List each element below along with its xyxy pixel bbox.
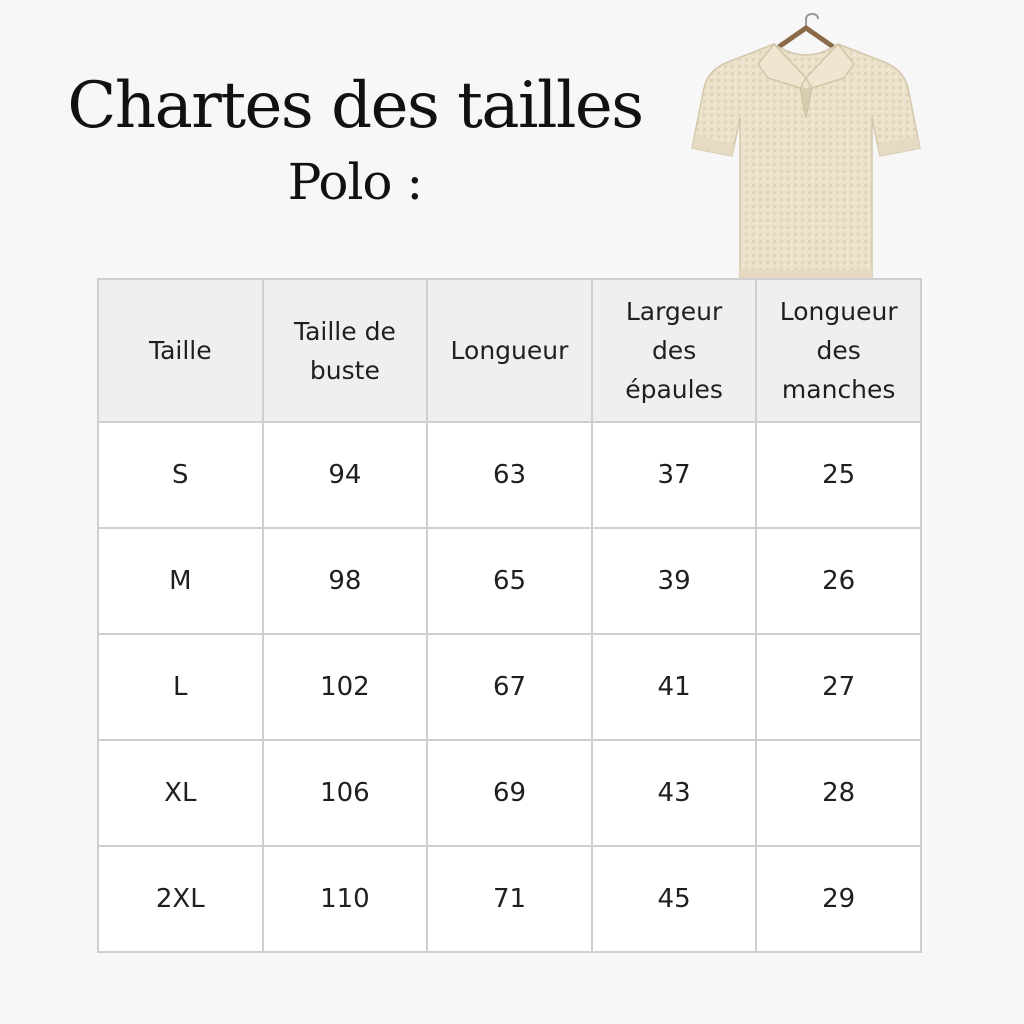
cell-size: L [98,634,263,740]
table-row [98,528,921,634]
cell-shoulder-width: 39 [592,528,757,634]
column-header-longueur: Longueur [427,279,592,422]
cell-shoulder-width: 43 [592,740,757,846]
cell-length: 65 [427,528,592,634]
cell-length: 67 [427,634,592,740]
polo-shirt-icon [688,8,924,292]
cell-size: S [98,422,263,528]
cell-sleeve-length: 28 [756,740,921,846]
cell-sleeve-length: 26 [756,528,921,634]
page-subtitle: Polo : [287,153,423,211]
column-header-largeur-des-epaules: Largeur des épaules [592,279,757,422]
cell-shoulder-width: 45 [592,846,757,952]
cell-bust: 98 [263,528,428,634]
table-header-row [98,279,921,422]
cell-sleeve-length: 29 [756,846,921,952]
cell-sleeve-length: 25 [756,422,921,528]
cell-size: XL [98,740,263,846]
cell-sleeve-length: 27 [756,634,921,740]
cell-bust: 110 [263,846,428,952]
size-chart-table [97,278,922,953]
cell-size: M [98,528,263,634]
table-row [98,740,921,846]
column-header-taille-de-buste: Taille de buste [263,279,428,422]
cell-bust: 94 [263,422,428,528]
cell-size: 2XL [98,846,263,952]
table-row [98,846,921,952]
cell-length: 63 [427,422,592,528]
page-title: Chartes des tailles [67,69,643,143]
column-header-taille: Taille [98,279,263,422]
table-row [98,634,921,740]
cell-shoulder-width: 37 [592,422,757,528]
cell-bust: 102 [263,634,428,740]
column-header-longueur-des-manches: Longueur des manches [756,279,921,422]
table-row [98,422,921,528]
cell-shoulder-width: 41 [592,634,757,740]
cell-length: 69 [427,740,592,846]
cell-bust: 106 [263,740,428,846]
cell-length: 71 [427,846,592,952]
